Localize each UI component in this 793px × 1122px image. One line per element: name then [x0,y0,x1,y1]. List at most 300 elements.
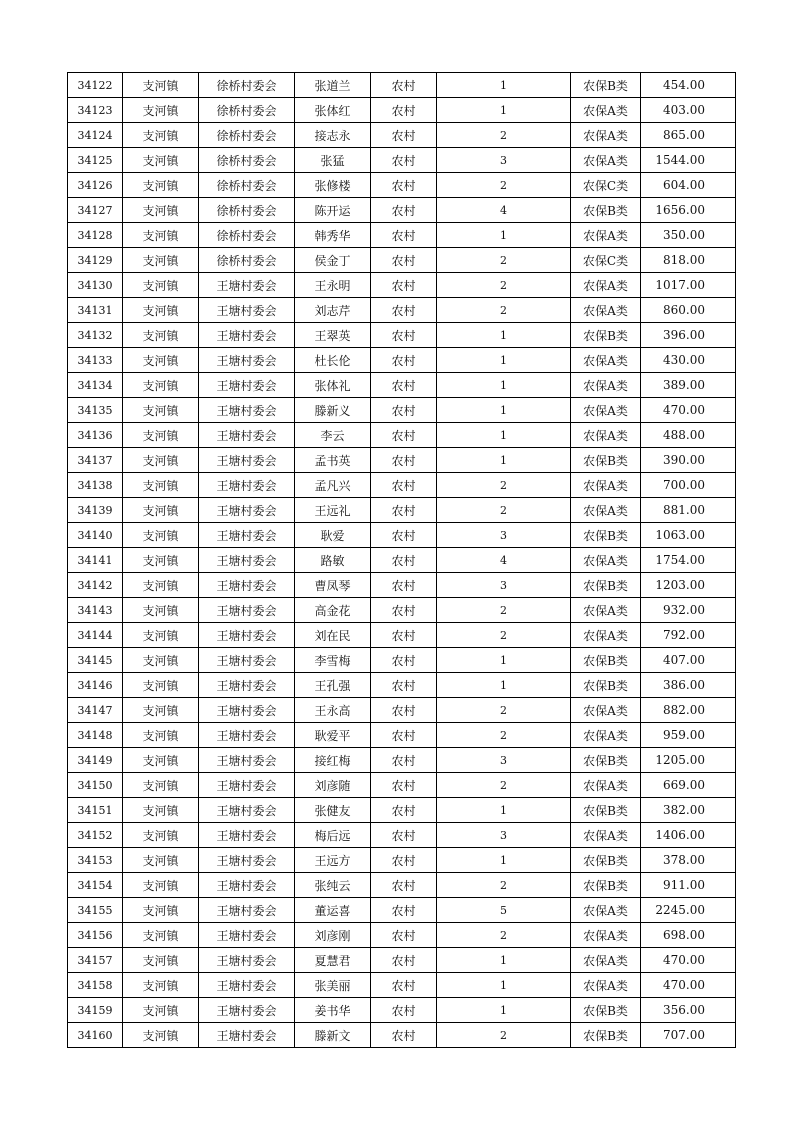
cell-household-count: 1 [437,73,571,98]
cell-village-committee: 徐桥村委会 [199,198,295,223]
cell-town: 支河镇 [123,398,199,423]
cell-person-name: 接志永 [295,123,371,148]
table-row [68,923,736,948]
cell-person-name: 张道兰 [295,73,371,98]
cell-record-id: 34135 [68,398,123,423]
cell-insurance-category: 农保A类 [571,373,641,398]
table-row [68,948,736,973]
cell-insurance-category: 农保B类 [571,673,641,698]
cell-record-id: 34136 [68,423,123,448]
cell-record-id: 34157 [68,948,123,973]
cell-record-id: 34128 [68,223,123,248]
cell-record-id: 34130 [68,273,123,298]
cell-amount: 1406.00 [641,823,736,848]
cell-record-id: 34142 [68,573,123,598]
cell-town: 支河镇 [123,473,199,498]
cell-area-type: 农村 [371,498,437,523]
cell-person-name: 王永明 [295,273,371,298]
cell-village-committee: 徐桥村委会 [199,248,295,273]
cell-household-count: 1 [437,448,571,473]
cell-area-type: 农村 [371,448,437,473]
cell-insurance-category: 农保C类 [571,173,641,198]
cell-person-name: 张体礼 [295,373,371,398]
cell-amount: 860.00 [641,298,736,323]
cell-village-committee: 徐桥村委会 [199,123,295,148]
cell-insurance-category: 农保A类 [571,948,641,973]
cell-village-committee: 王塘村委会 [199,523,295,548]
cell-amount: 488.00 [641,423,736,448]
cell-person-name: 滕新义 [295,398,371,423]
table-row [68,73,736,98]
cell-record-id: 34159 [68,998,123,1023]
cell-household-count: 1 [437,973,571,998]
cell-area-type: 农村 [371,548,437,573]
cell-insurance-category: 农保A类 [571,348,641,373]
cell-town: 支河镇 [123,673,199,698]
table-row [68,573,736,598]
table-row [68,373,736,398]
cell-household-count: 3 [437,523,571,548]
cell-person-name: 王远方 [295,848,371,873]
cell-household-count: 2 [437,473,571,498]
cell-insurance-category: 农保B类 [571,798,641,823]
cell-town: 支河镇 [123,498,199,523]
cell-town: 支河镇 [123,598,199,623]
cell-area-type: 农村 [371,298,437,323]
cell-town: 支河镇 [123,923,199,948]
cell-record-id: 34141 [68,548,123,573]
cell-amount: 1205.00 [641,748,736,773]
cell-insurance-category: 农保A类 [571,98,641,123]
cell-person-name: 张体红 [295,98,371,123]
cell-household-count: 2 [437,1023,571,1048]
table-row [68,548,736,573]
cell-area-type: 农村 [371,423,437,448]
cell-village-committee: 徐桥村委会 [199,98,295,123]
cell-town: 支河镇 [123,773,199,798]
cell-household-count: 4 [437,548,571,573]
cell-town: 支河镇 [123,373,199,398]
cell-area-type: 农村 [371,73,437,98]
cell-amount: 911.00 [641,873,736,898]
cell-town: 支河镇 [123,323,199,348]
cell-insurance-category: 农保A类 [571,723,641,748]
cell-insurance-category: 农保C类 [571,248,641,273]
cell-household-count: 1 [437,948,571,973]
cell-amount: 1203.00 [641,573,736,598]
cell-person-name: 王远礼 [295,498,371,523]
cell-village-committee: 徐桥村委会 [199,148,295,173]
cell-area-type: 农村 [371,348,437,373]
cell-insurance-category: 农保A类 [571,773,641,798]
cell-record-id: 34124 [68,123,123,148]
cell-record-id: 34153 [68,848,123,873]
cell-insurance-category: 农保A类 [571,223,641,248]
cell-insurance-category: 农保A类 [571,923,641,948]
cell-village-committee: 王塘村委会 [199,748,295,773]
cell-area-type: 农村 [371,773,437,798]
cell-village-committee: 王塘村委会 [199,648,295,673]
cell-household-count: 5 [437,898,571,923]
cell-amount: 881.00 [641,498,736,523]
cell-village-committee: 王塘村委会 [199,948,295,973]
cell-record-id: 34127 [68,198,123,223]
cell-record-id: 34151 [68,798,123,823]
cell-insurance-category: 农保B类 [571,448,641,473]
cell-village-committee: 王塘村委会 [199,623,295,648]
cell-village-committee: 王塘村委会 [199,473,295,498]
cell-record-id: 34143 [68,598,123,623]
cell-household-count: 1 [437,373,571,398]
cell-amount: 470.00 [641,948,736,973]
cell-area-type: 农村 [371,98,437,123]
cell-town: 支河镇 [123,423,199,448]
cell-record-id: 34155 [68,898,123,923]
cell-record-id: 34123 [68,98,123,123]
cell-household-count: 1 [437,223,571,248]
cell-person-name: 王翠英 [295,323,371,348]
cell-household-count: 2 [437,273,571,298]
table-row [68,1023,736,1048]
cell-town: 支河镇 [123,248,199,273]
cell-town: 支河镇 [123,648,199,673]
cell-insurance-category: 农保B类 [571,573,641,598]
cell-insurance-category: 农保A类 [571,548,641,573]
cell-town: 支河镇 [123,273,199,298]
cell-person-name: 耿爱 [295,523,371,548]
cell-person-name: 滕新文 [295,1023,371,1048]
cell-town: 支河镇 [123,223,199,248]
cell-insurance-category: 农保B类 [571,998,641,1023]
cell-household-count: 2 [437,773,571,798]
cell-village-committee: 王塘村委会 [199,423,295,448]
cell-insurance-category: 农保A类 [571,273,641,298]
cell-amount: 378.00 [641,848,736,873]
cell-village-committee: 王塘村委会 [199,773,295,798]
cell-insurance-category: 农保A类 [571,498,641,523]
cell-insurance-category: 农保A类 [571,398,641,423]
cell-village-committee: 王塘村委会 [199,448,295,473]
cell-insurance-category: 农保A类 [571,823,641,848]
table-row [68,123,736,148]
cell-insurance-category: 农保B类 [571,873,641,898]
cell-amount: 403.00 [641,98,736,123]
cell-area-type: 农村 [371,698,437,723]
cell-town: 支河镇 [123,623,199,648]
cell-amount: 1017.00 [641,273,736,298]
cell-village-committee: 王塘村委会 [199,673,295,698]
cell-household-count: 3 [437,573,571,598]
table-row [68,898,736,923]
cell-household-count: 3 [437,148,571,173]
cell-record-id: 34158 [68,973,123,998]
cell-area-type: 农村 [371,198,437,223]
cell-village-committee: 王塘村委会 [199,498,295,523]
cell-household-count: 3 [437,748,571,773]
cell-village-committee: 王塘村委会 [199,598,295,623]
cell-amount: 669.00 [641,773,736,798]
cell-village-committee: 王塘村委会 [199,273,295,298]
cell-village-committee: 王塘村委会 [199,848,295,873]
table-row [68,498,736,523]
cell-amount: 700.00 [641,473,736,498]
table-row [68,673,736,698]
cell-village-committee: 王塘村委会 [199,373,295,398]
cell-record-id: 34134 [68,373,123,398]
cell-town: 支河镇 [123,148,199,173]
cell-record-id: 34129 [68,248,123,273]
cell-area-type: 农村 [371,723,437,748]
table-row [68,848,736,873]
cell-village-committee: 王塘村委会 [199,973,295,998]
cell-area-type: 农村 [371,923,437,948]
cell-record-id: 34132 [68,323,123,348]
cell-household-count: 1 [437,673,571,698]
cell-household-count: 1 [437,798,571,823]
cell-household-count: 2 [437,698,571,723]
cell-area-type: 农村 [371,398,437,423]
cell-household-count: 2 [437,298,571,323]
cell-record-id: 34148 [68,723,123,748]
cell-village-committee: 徐桥村委会 [199,173,295,198]
data-table [67,72,736,1048]
cell-area-type: 农村 [371,648,437,673]
cell-record-id: 34147 [68,698,123,723]
cell-area-type: 农村 [371,573,437,598]
cell-town: 支河镇 [123,548,199,573]
cell-village-committee: 王塘村委会 [199,398,295,423]
cell-town: 支河镇 [123,998,199,1023]
cell-town: 支河镇 [123,298,199,323]
cell-amount: 1544.00 [641,148,736,173]
cell-town: 支河镇 [123,73,199,98]
cell-person-name: 耿爱平 [295,723,371,748]
cell-person-name: 杜长伦 [295,348,371,373]
cell-amount: 396.00 [641,323,736,348]
cell-amount: 1656.00 [641,198,736,223]
cell-person-name: 刘彦随 [295,773,371,798]
cell-town: 支河镇 [123,173,199,198]
table-row [68,773,736,798]
cell-village-committee: 王塘村委会 [199,348,295,373]
cell-household-count: 1 [437,648,571,673]
cell-town: 支河镇 [123,98,199,123]
cell-person-name: 张美丽 [295,973,371,998]
cell-village-committee: 王塘村委会 [199,323,295,348]
cell-insurance-category: 农保B类 [571,323,641,348]
cell-amount: 389.00 [641,373,736,398]
cell-amount: 407.00 [641,648,736,673]
cell-amount: 882.00 [641,698,736,723]
cell-person-name: 路敏 [295,548,371,573]
cell-insurance-category: 农保B类 [571,73,641,98]
cell-area-type: 农村 [371,898,437,923]
cell-amount: 350.00 [641,223,736,248]
cell-village-committee: 王塘村委会 [199,1023,295,1048]
cell-household-count: 2 [437,123,571,148]
cell-person-name: 接红梅 [295,748,371,773]
cell-household-count: 1 [437,998,571,1023]
cell-amount: 430.00 [641,348,736,373]
table-row [68,348,736,373]
cell-village-committee: 王塘村委会 [199,723,295,748]
cell-person-name: 李云 [295,423,371,448]
cell-person-name: 张健友 [295,798,371,823]
cell-record-id: 34152 [68,823,123,848]
cell-person-name: 张猛 [295,148,371,173]
cell-area-type: 农村 [371,873,437,898]
cell-household-count: 2 [437,598,571,623]
cell-area-type: 农村 [371,223,437,248]
cell-person-name: 刘在民 [295,623,371,648]
cell-person-name: 夏慧君 [295,948,371,973]
cell-household-count: 3 [437,823,571,848]
cell-record-id: 34146 [68,673,123,698]
cell-household-count: 2 [437,623,571,648]
cell-area-type: 农村 [371,623,437,648]
table-row [68,723,736,748]
cell-person-name: 孟书英 [295,448,371,473]
cell-record-id: 34160 [68,1023,123,1048]
cell-insurance-category: 农保B类 [571,848,641,873]
cell-person-name: 王永高 [295,698,371,723]
cell-record-id: 34144 [68,623,123,648]
cell-amount: 470.00 [641,973,736,998]
cell-person-name: 韩秀华 [295,223,371,248]
cell-insurance-category: 农保B类 [571,198,641,223]
cell-village-committee: 王塘村委会 [199,998,295,1023]
cell-household-count: 1 [437,323,571,348]
cell-household-count: 2 [437,248,571,273]
cell-area-type: 农村 [371,173,437,198]
table-row [68,223,736,248]
cell-insurance-category: 农保B类 [571,1023,641,1048]
cell-amount: 1063.00 [641,523,736,548]
cell-household-count: 2 [437,498,571,523]
cell-area-type: 农村 [371,473,437,498]
cell-insurance-category: 农保A类 [571,698,641,723]
cell-village-committee: 王塘村委会 [199,873,295,898]
cell-person-name: 刘志芹 [295,298,371,323]
cell-amount: 865.00 [641,123,736,148]
cell-insurance-category: 农保A类 [571,598,641,623]
table-row [68,173,736,198]
cell-insurance-category: 农保B类 [571,523,641,548]
cell-insurance-category: 农保A类 [571,973,641,998]
cell-person-name: 王孔强 [295,673,371,698]
cell-record-id: 34149 [68,748,123,773]
cell-village-committee: 王塘村委会 [199,548,295,573]
cell-record-id: 34137 [68,448,123,473]
cell-person-name: 梅后远 [295,823,371,848]
cell-town: 支河镇 [123,348,199,373]
cell-record-id: 34131 [68,298,123,323]
cell-area-type: 农村 [371,148,437,173]
cell-town: 支河镇 [123,748,199,773]
cell-town: 支河镇 [123,1023,199,1048]
table-row [68,98,736,123]
cell-amount: 959.00 [641,723,736,748]
cell-area-type: 农村 [371,998,437,1023]
cell-record-id: 34126 [68,173,123,198]
cell-insurance-category: 农保A类 [571,473,641,498]
cell-person-name: 陈开运 [295,198,371,223]
table-row [68,698,736,723]
cell-insurance-category: 农保B类 [571,748,641,773]
cell-town: 支河镇 [123,198,199,223]
cell-amount: 604.00 [641,173,736,198]
table-row [68,623,736,648]
cell-household-count: 1 [437,348,571,373]
table-row [68,248,736,273]
table-row [68,323,736,348]
cell-record-id: 34125 [68,148,123,173]
table-row [68,598,736,623]
cell-person-name: 张纯云 [295,873,371,898]
table-row [68,298,736,323]
cell-person-name: 张修楼 [295,173,371,198]
cell-village-committee: 徐桥村委会 [199,73,295,98]
cell-area-type: 农村 [371,823,437,848]
cell-household-count: 4 [437,198,571,223]
cell-area-type: 农村 [371,973,437,998]
cell-town: 支河镇 [123,448,199,473]
cell-area-type: 农村 [371,523,437,548]
cell-amount: 698.00 [641,923,736,948]
table-row [68,473,736,498]
cell-record-id: 34133 [68,348,123,373]
cell-insurance-category: 农保A类 [571,123,641,148]
table-row [68,973,736,998]
cell-area-type: 农村 [371,598,437,623]
cell-record-id: 34145 [68,648,123,673]
cell-village-committee: 王塘村委会 [199,798,295,823]
table-row [68,148,736,173]
cell-insurance-category: 农保A类 [571,148,641,173]
table-body [68,73,736,1048]
cell-amount: 792.00 [641,623,736,648]
cell-town: 支河镇 [123,973,199,998]
cell-village-committee: 王塘村委会 [199,573,295,598]
cell-household-count: 1 [437,423,571,448]
cell-area-type: 农村 [371,323,437,348]
cell-person-name: 高金花 [295,598,371,623]
cell-amount: 454.00 [641,73,736,98]
cell-household-count: 2 [437,723,571,748]
cell-household-count: 1 [437,98,571,123]
cell-town: 支河镇 [123,898,199,923]
table-row [68,448,736,473]
cell-village-committee: 徐桥村委会 [199,223,295,248]
table-row [68,798,736,823]
table-row [68,648,736,673]
cell-area-type: 农村 [371,1023,437,1048]
cell-amount: 382.00 [641,798,736,823]
cell-record-id: 34156 [68,923,123,948]
cell-household-count: 2 [437,923,571,948]
table-row [68,748,736,773]
cell-area-type: 农村 [371,748,437,773]
cell-town: 支河镇 [123,873,199,898]
cell-amount: 356.00 [641,998,736,1023]
cell-record-id: 34150 [68,773,123,798]
cell-area-type: 农村 [371,373,437,398]
cell-person-name: 刘彦刚 [295,923,371,948]
cell-amount: 386.00 [641,673,736,698]
table-row [68,423,736,448]
table-row [68,523,736,548]
cell-town: 支河镇 [123,573,199,598]
